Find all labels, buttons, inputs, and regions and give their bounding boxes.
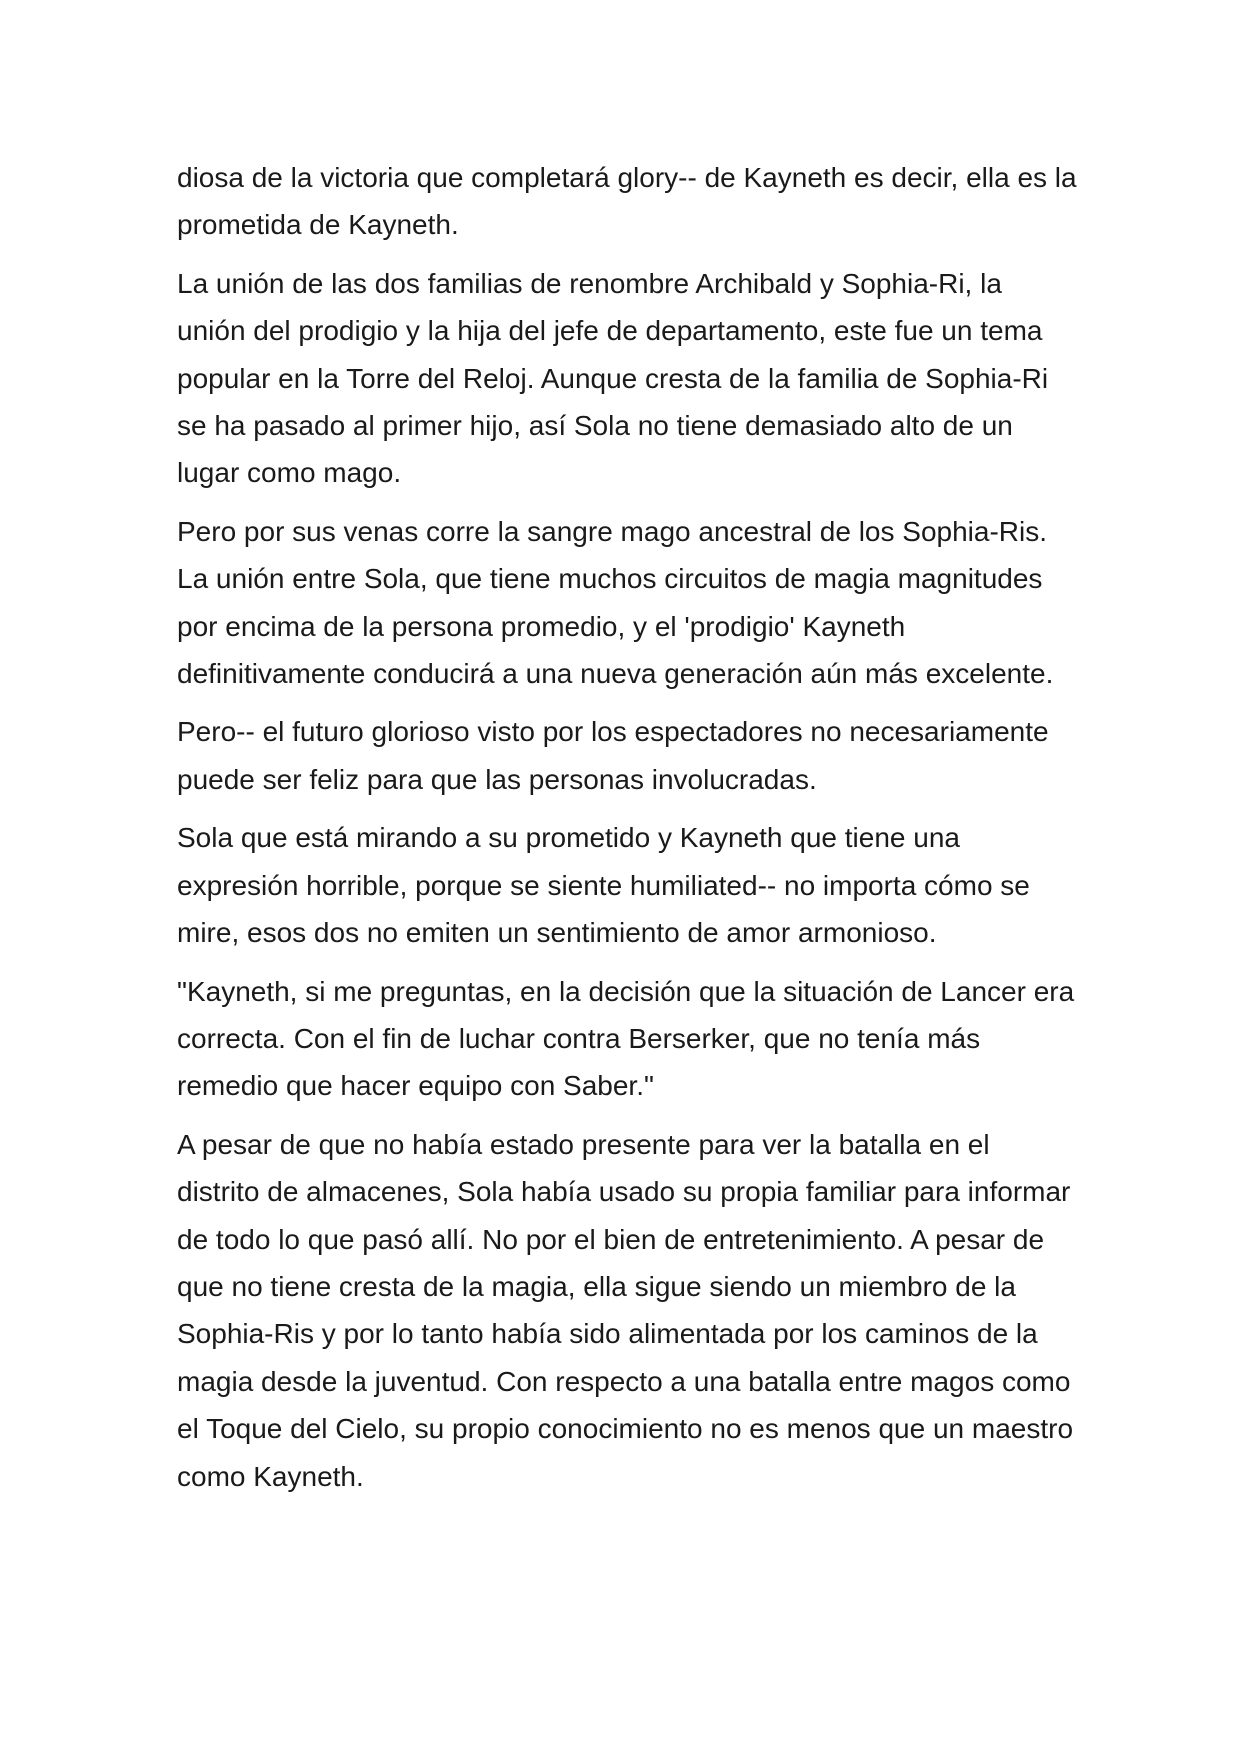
paragraph-4: Pero-- el futuro glorioso visto por los espectadores no necesariamente puede ser feliz para que las personas involucradas.: [177, 716, 1049, 795]
paragraph-1: diosa de la victoria que completará glory-- de Kayneth es decir, ella es la prometida de Kayneth.: [177, 162, 1077, 241]
paragraph-7: A pesar de que no había estado presente para ver la batalla en el distrito de almacenes, Sola había usado su propia familiar para informar de todo lo que pasó allí. No por el bien de entretenimiento. A pesar de que no tiene cresta de la magia, ella sigue siendo un miembro de la Sophia-Ris y por lo tanto había sido alimentada por los caminos de la magia desde la juventud. Con respecto a una batalla entre magos como el Toque del Cielo, su propio conocimiento no es menos que un maestro como Kayneth.: [177, 1128, 1074, 1492]
paragraph-5: Sola que está mirando a su prometido y Kayneth que tiene una expresión horrible, porque se siente humiliated-- no importa cómo se mire, esos dos no emiten un sentimiento de amor armonioso.: [177, 822, 1030, 949]
paragraph-6: "Kayneth, si me preguntas, en la decisión que la situación de Lancer era correcta. Con el fin de luchar contra Berserker, que no tenía más remedio que hacer equipo con Saber.": [177, 975, 1075, 1102]
paragraph-3: Pero por sus venas corre la sangre mago ancestral de los Sophia-Ris. La unión entre Sola, que tiene muchos circuitos de magia magnitudes por encima de la persona promedio, y el 'prodigio' Kayneth definitivamente conducirá a una nueva generación aún más excelente.: [177, 515, 1054, 690]
paragraph-2: La unión de las dos familias de renombre Archibald y Sophia-Ri, la unión del prodigio y la hija del jefe de departamento, este fue un tema popular en la Torre del Reloj. Aunque cresta de la familia de Sophia-Ri se ha pasado al primer hijo, así Sola no tiene demasiado alto de un lugar como mago.: [177, 267, 1049, 489]
body-text: [177, 154, 1077, 1500]
